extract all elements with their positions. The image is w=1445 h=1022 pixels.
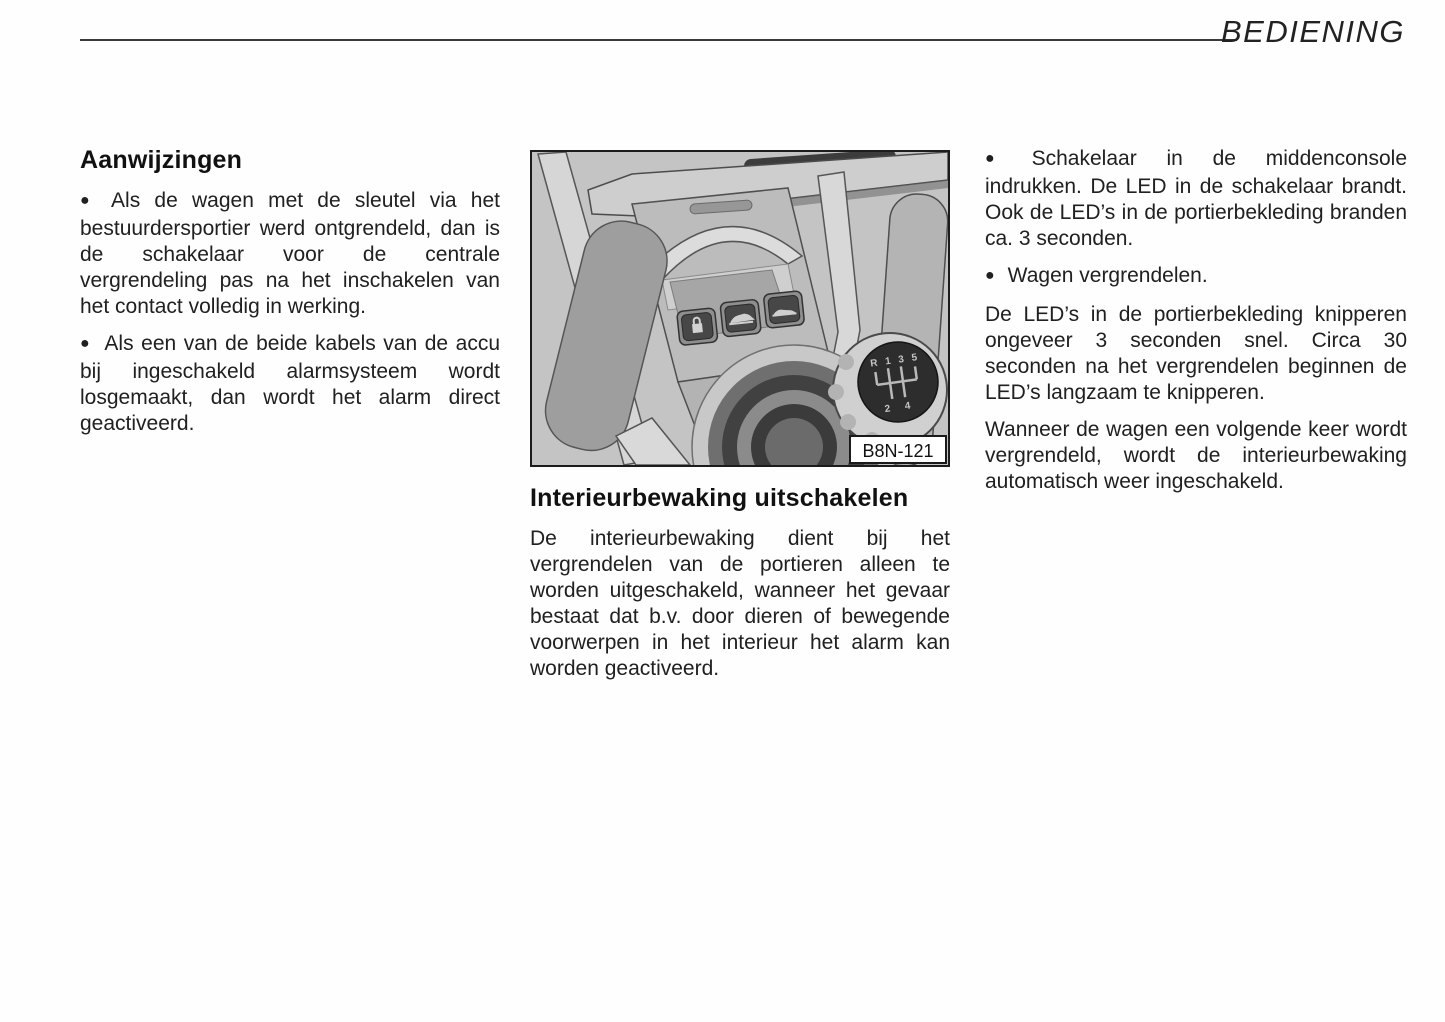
figure-label-text: B8N-121 [862, 441, 934, 461]
roof-close-switch [720, 299, 761, 337]
console-illustration [532, 152, 948, 465]
shift-pattern-bottom-label: 2 4 [883, 399, 918, 416]
bullet-text: Wagen vergrendelen. [1007, 264, 1208, 287]
bullet-text: Als de wagen met de sleutel via het bestuurdersportier werd ontgrendeld, dan is de schakelaar voor de centrale vergrendeling pas na het inschakelen van het contact volledig in werking. [80, 189, 500, 318]
middle-column [530, 150, 950, 682]
left-column-heading: Aanwijzingen [80, 146, 243, 174]
middle-column-heading: Interieurbewaking uitschakelen [530, 484, 909, 512]
middle-column-paragraph: De interieurbewaking dient bij het vergrendelen van de portieren alleen te worden uitgeschakeld, wanneer het gevaar bestaat dat b.v. door dieren of bewegende voorwerpen in het interieur het alarm kan worden geactiveerd. [530, 527, 950, 680]
bullet-icon: ● [80, 192, 99, 209]
bullet-icon: ● [985, 150, 1019, 167]
central-locking-switch [677, 308, 718, 346]
bullet-item [985, 146, 1407, 252]
right-column-paragraph: Wanneer de wagen een volgende keer wordt vergrendeld, wordt de interieurbewaking automatisch weer ingeschakeld. [985, 418, 1407, 493]
right-column [985, 146, 1407, 495]
chapter-title: BEDIENING [1220, 14, 1405, 49]
bullet-text: Schakelaar in de middenconsole indrukken. De LED in de schakelaar brandt. Ook de LED’s in de portierbekleding branden ca. 3 seconden. [985, 147, 1407, 250]
shift-pattern-top-label: R 1 3 5 [869, 351, 921, 370]
bullet-item [80, 188, 500, 320]
left-column [80, 146, 500, 437]
bullet-icon: ● [985, 267, 995, 284]
bullet-item [80, 331, 500, 437]
right-column-paragraph: De LED’s in de portierbekleding knipperen ongeveer 3 seconden snel. Circa 30 seconden na het vergrendelen beginnen de LED’s langzaam te knipperen. [985, 303, 1407, 404]
bullet-text: Als een van de beide kabels van de accu bij ingeschakeld alarmsysteem wordt losgemaakt, dan wordt het alarm direct geactiveerd. [80, 332, 501, 435]
bullet-item [985, 263, 1407, 291]
figure-label [850, 436, 946, 463]
console-figure [530, 150, 950, 467]
roof-open-switch [763, 291, 804, 329]
header-rule [80, 39, 1237, 41]
bullet-icon: ● [80, 335, 92, 352]
